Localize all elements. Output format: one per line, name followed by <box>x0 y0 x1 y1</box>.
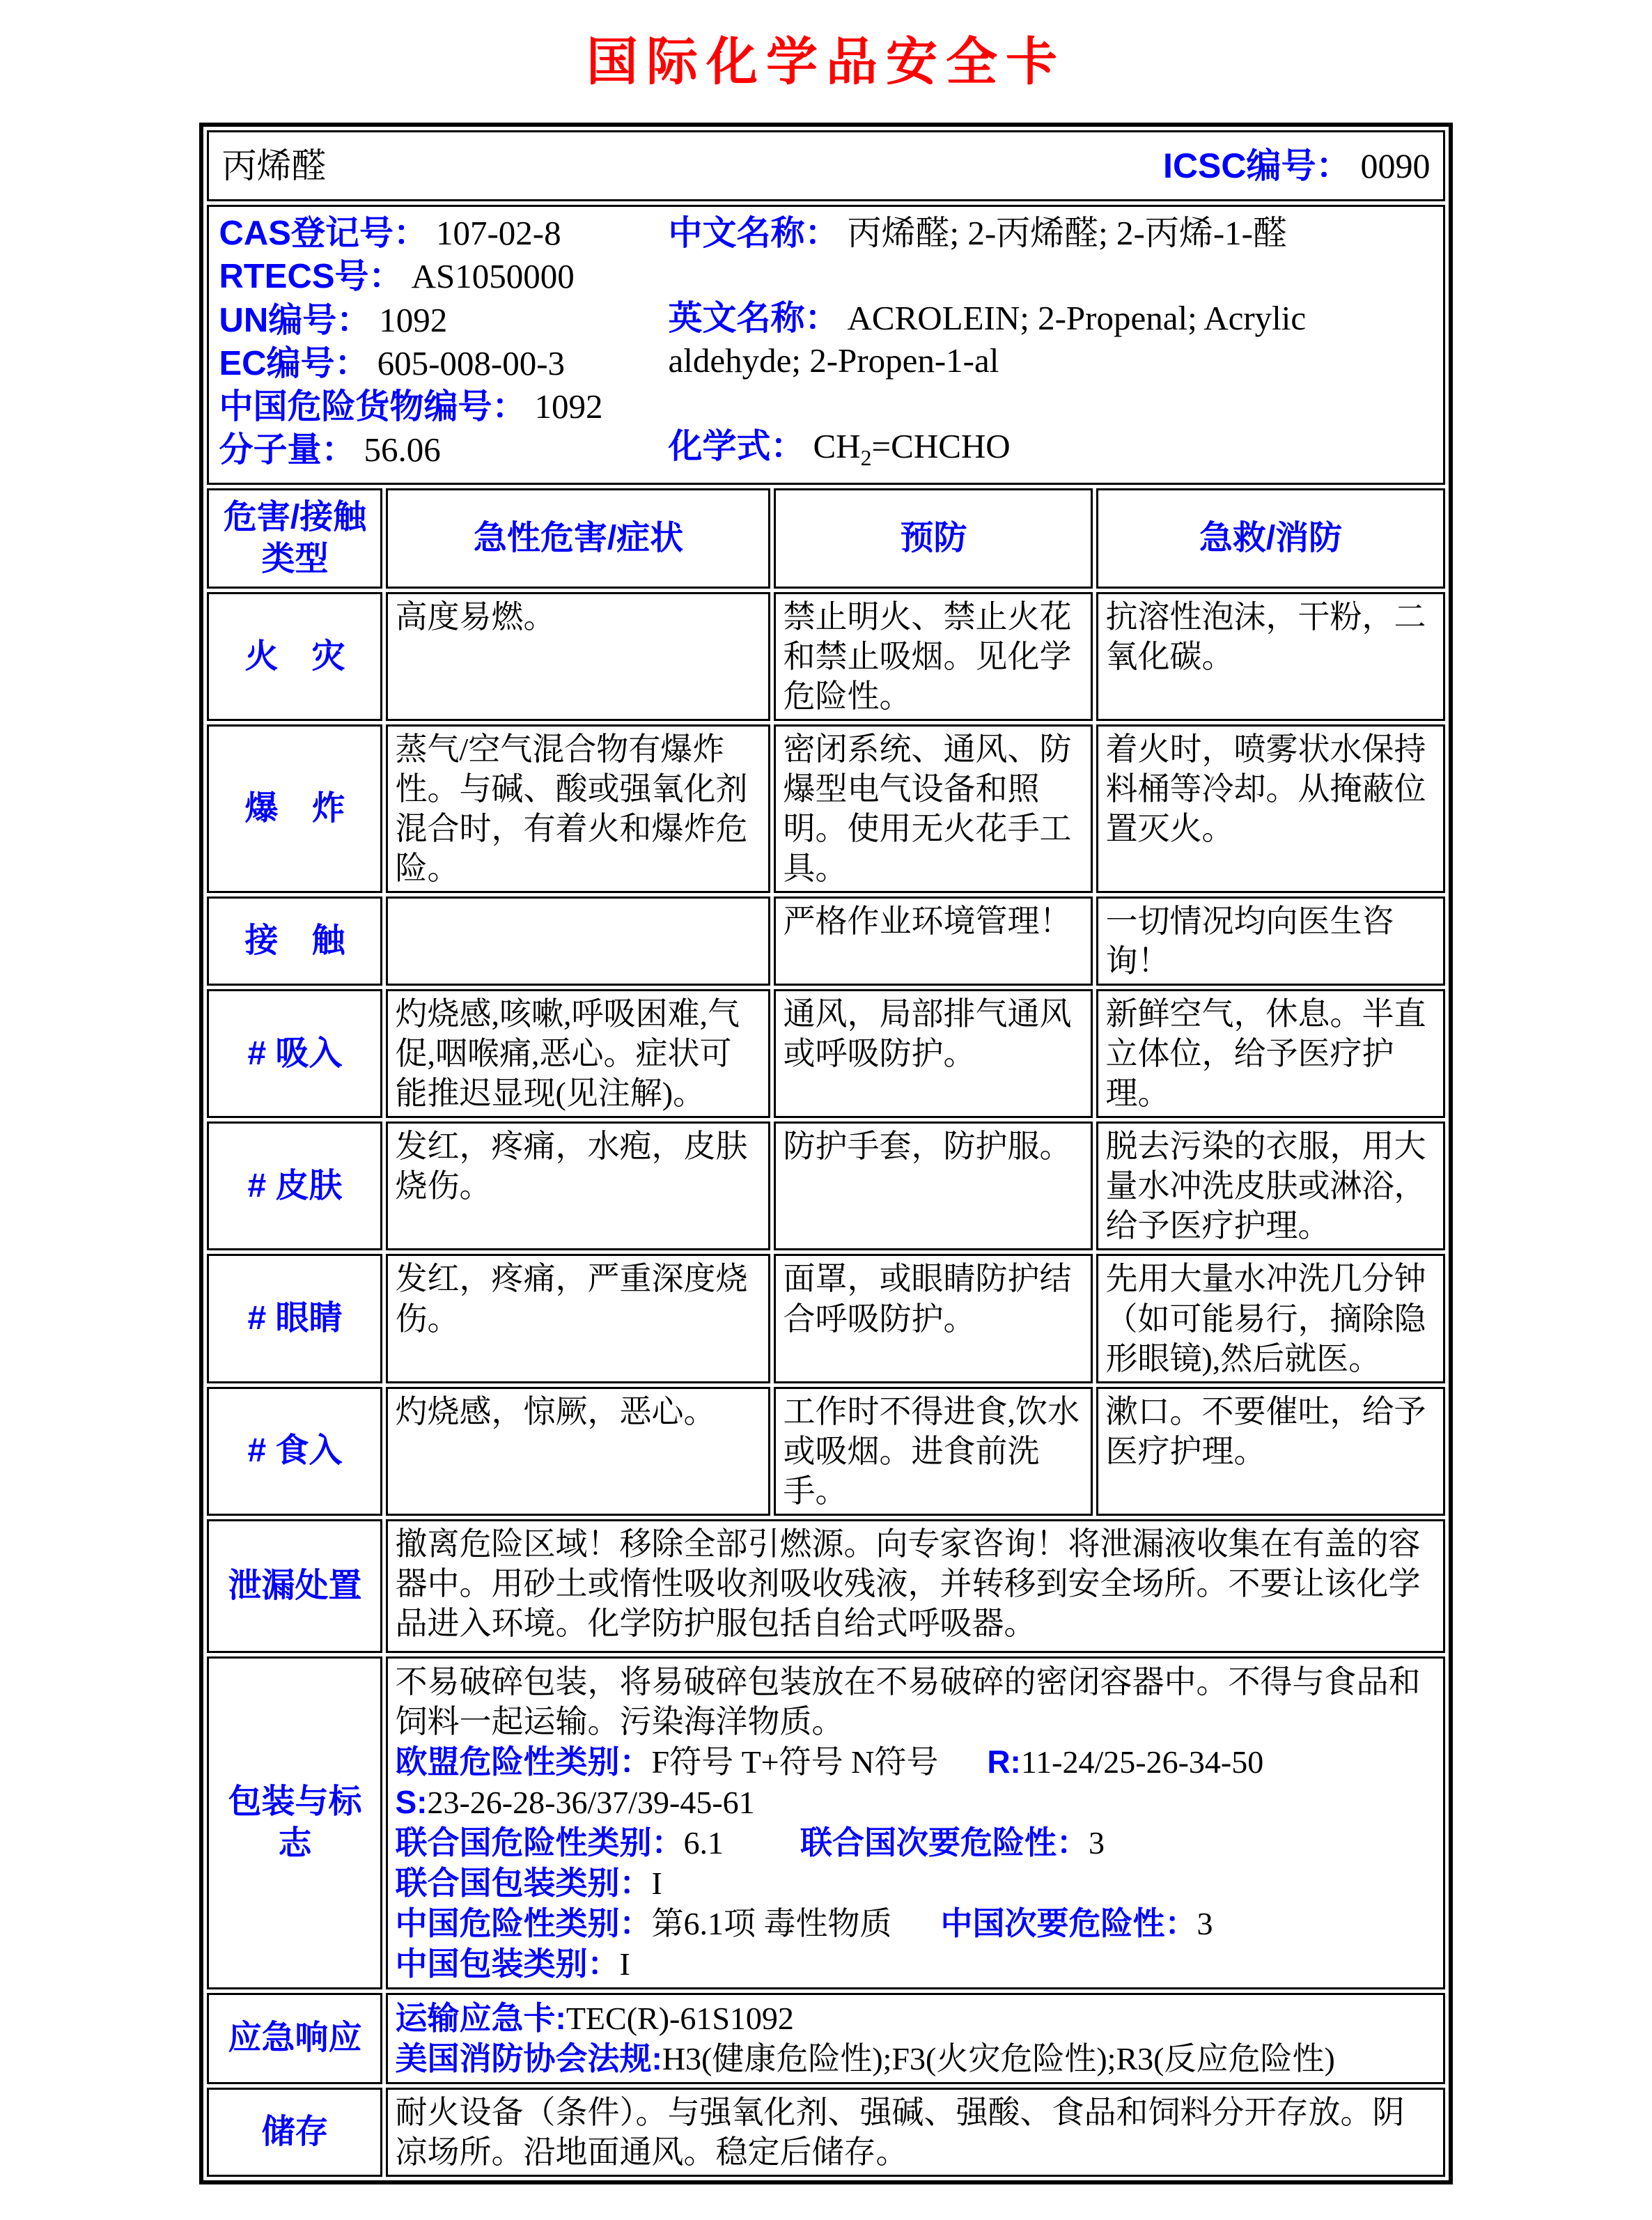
china-dg-value: 1092 <box>534 387 603 426</box>
header-prevention: 预防 <box>774 488 1093 589</box>
rtecs-value: AS1050000 <box>411 257 575 296</box>
packaging-intro: 不易破碎包装，将易破碎包装放在不易破碎的密闭容器中。不得与食品和饲料一起运输。污染海洋物质。 <box>395 1663 1421 1739</box>
english-name-value: ACROLEIN; 2-Propenal; Acrylic aldehyde; 2-Propen-1-al <box>668 299 1307 380</box>
inhalation-symptoms: 灼烧感,咳嗽,呼吸困难,气促,咽喉痛,恶心。症状可能推迟显现(见注解)。 <box>386 989 770 1118</box>
spill-disposal-text: 撤离危险区域！移除全部引燃源。向专家咨询！将泄漏液收集在有盖的容器中。用砂土或惰性吸收剂吸收残液，并转移到安全场所。不要让该化学品进入环境。化学防护服包括自给式呼吸器。 <box>386 1519 1444 1653</box>
hazard-row-ingestion <box>207 1387 1444 1516</box>
cn-subsidiary-risk-value: 3 <box>1197 1905 1213 1941</box>
identifiers-cell <box>207 205 1444 485</box>
exposure-firstaid: 一切情况均向医生咨询！ <box>1096 896 1444 986</box>
tec-card-line <box>395 1998 1435 2038</box>
hazard-row-fire <box>207 592 1444 721</box>
cn-hazard-class-label: 中国危险性类别： <box>395 1904 652 1941</box>
fire-symptoms: 高度易燃。 <box>386 592 770 721</box>
identifiers-row <box>207 205 1444 485</box>
eu-hazard-class-line <box>395 1742 1435 1782</box>
header-firstaid-firefighting: 急救/消防 <box>1096 488 1444 589</box>
un-hazard-class-label: 联合国危险性类别： <box>395 1824 684 1861</box>
nfpa-label: 美国消防协会法规: <box>395 2040 662 2077</box>
skin-prevention: 防护手套，防护服。 <box>774 1121 1093 1250</box>
skin-firstaid: 脱去污染的衣服，用大量水冲洗皮肤或淋浴，给予医疗护理。 <box>1096 1121 1444 1250</box>
ingestion-firstaid: 漱口。不要催吐，给予医疗护理。 <box>1096 1387 1444 1516</box>
ec-value: 605-008-00-3 <box>377 343 566 382</box>
china-dg-label: 中国危险货物编号： <box>219 388 527 426</box>
exposure-prevention: 严格作业环境管理！ <box>774 896 1093 986</box>
cas-value: 107-02-8 <box>435 214 561 252</box>
cas-label: CAS登记号： <box>219 215 428 252</box>
formula-line <box>668 426 1433 472</box>
page-title: 国际化学品安全卡 <box>586 33 1066 91</box>
s-phrases-value: 23-26-28-36/37/39-45-61 <box>427 1784 755 1820</box>
row-label-storage: 储存 <box>207 2088 382 2177</box>
hazard-row-explosion <box>207 724 1444 893</box>
s-phrases-line <box>395 1783 1435 1822</box>
hazard-row-inhalation <box>207 989 1444 1118</box>
fire-prevention: 禁止明火、禁止火花和禁止吸烟。见化学危险性。 <box>774 592 1093 721</box>
header-acute-symptoms: 急性危害/症状 <box>386 488 770 589</box>
icsc-number-label: ICSC编号： <box>1163 146 1351 185</box>
un-hazard-class-line <box>395 1823 1435 1863</box>
s-phrases-label: S: <box>395 1783 428 1820</box>
exposure-symptoms <box>386 896 770 986</box>
r-phrases-label: R: <box>987 1743 1021 1780</box>
card-header-row <box>207 130 1444 201</box>
eyes-firstaid: 先用大量水冲洗几分钟（如可能易行，摘除隐形眼镜),然后就医。 <box>1096 1254 1444 1383</box>
chinese-name-label: 中文名称： <box>668 215 839 252</box>
cn-hazard-class-line <box>395 1904 1435 1943</box>
hazard-row-skin <box>207 1121 1444 1250</box>
eu-hazard-class-value: F符号 T+符号 N符号 <box>651 1744 939 1780</box>
row-label-ingestion: # 食入 <box>207 1387 382 1516</box>
explosion-prevention: 密闭系统、通风、防爆型电气设备和照明。使用无火花手工具。 <box>774 724 1093 893</box>
molecular-weight-line <box>219 429 668 472</box>
cn-packing-group-value: I <box>619 1946 630 1982</box>
row-label-exposure: 接 触 <box>207 896 382 986</box>
fire-firstaid: 抗溶性泡沫，干粉，二氧化碳。 <box>1096 592 1444 721</box>
ec-label: EC编号： <box>219 344 369 382</box>
eyes-symptoms: 发红，疼痛，严重深度烧伤。 <box>386 1254 770 1383</box>
emergency-response-row <box>207 1993 1444 2084</box>
storage-text: 耐火设备（条件）。与强氧化剂、强碱、强酸、食品和饲料分开存放。阴凉场所。沿地面通风。稳定后储存。 <box>386 2088 1444 2177</box>
ingestion-prevention: 工作时不得进食,饮水或吸烟。进食前洗手。 <box>774 1387 1093 1516</box>
molecular-weight-value: 56.06 <box>364 430 441 469</box>
row-label-fire: 火 灾 <box>207 592 382 721</box>
chinese-name-value: 丙烯醛; 2-丙烯醛; 2-丙烯-1-醛 <box>847 214 1287 252</box>
row-label-emergency: 应急响应 <box>207 1993 382 2084</box>
tec-card-label: 运输应急卡: <box>395 1999 566 2036</box>
cn-subsidiary-risk-label: 中国次要危险性： <box>940 1904 1197 1941</box>
cn-hazard-class-value: 第6.1项 毒性物质 <box>651 1905 892 1941</box>
storage-row <box>207 2088 1444 2177</box>
r-phrases-value: 11-24/25-26-34-50 <box>1020 1744 1264 1780</box>
formula-label: 化学式： <box>668 427 805 465</box>
un-packing-group-value: I <box>651 1865 662 1901</box>
chinese-name-line <box>668 212 1433 255</box>
row-label-skin: # 皮肤 <box>207 1121 382 1250</box>
un-hazard-class-value: 6.1 <box>683 1824 724 1861</box>
explosion-symptoms: 蒸气/空气混合物有爆炸性。与碱、酸或强氧化剂混合时，有着火和爆炸危险。 <box>386 724 770 893</box>
hazard-row-exposure <box>207 896 1444 986</box>
nfpa-line <box>395 2039 1435 2079</box>
chemical-names-column <box>668 212 1433 472</box>
header-hazard-type: 危害/接触类型 <box>207 488 382 589</box>
tec-card-value: TEC(R)-61S1092 <box>566 2000 794 2036</box>
row-label-inhalation: # 吸入 <box>207 989 382 1118</box>
emergency-content <box>386 1993 1444 2084</box>
molecular-weight-label: 分子量： <box>219 431 356 469</box>
hazard-row-eyes <box>207 1254 1444 1383</box>
un-subsidiary-risk-label: 联合国次要危险性： <box>800 1824 1089 1861</box>
ingestion-symptoms: 灼烧感，惊厥，恶心。 <box>386 1387 770 1516</box>
icsc-number-value: 0090 <box>1360 146 1431 185</box>
un-packing-group-line <box>395 1863 1435 1903</box>
identifier-codes-column <box>219 212 668 472</box>
english-name-line <box>668 297 1433 382</box>
eu-hazard-class-label: 欧盟危险性类别： <box>395 1743 652 1780</box>
explosion-firstaid: 着火时，喷雾状水保持料桶等冷却。从掩蔽位置灭火。 <box>1096 724 1444 893</box>
nfpa-value: H3(健康危险性);F3(火灾危险性);R3(反应危险性) <box>662 2040 1335 2077</box>
un-subsidiary-risk-value: 3 <box>1088 1824 1105 1861</box>
card-header-cell <box>207 130 1444 201</box>
row-label-spill-disposal: 泄漏处置 <box>207 1519 382 1653</box>
row-label-explosion: 爆 炸 <box>207 724 382 893</box>
eyes-prevention: 面罩，或眼睛防护结合呼吸防护。 <box>774 1254 1093 1383</box>
china-dg-number-line <box>219 386 668 428</box>
icsc-number-group <box>1163 144 1430 187</box>
packaging-content <box>386 1656 1444 1989</box>
un-value: 1092 <box>379 300 448 339</box>
packaging-labelling-row <box>207 1656 1444 1989</box>
cn-packing-group-line <box>395 1944 1435 1984</box>
un-number-line <box>219 300 668 342</box>
cas-number-line <box>219 212 668 255</box>
row-label-eyes: # 眼睛 <box>207 1254 382 1383</box>
english-name-label: 英文名称： <box>668 300 839 338</box>
hazard-header-row <box>207 488 1444 589</box>
row-label-packaging: 包装与标志 <box>207 1656 382 1989</box>
icsc-card-table <box>199 123 1452 2184</box>
inhalation-firstaid: 新鲜空气，休息。半直立体位，给予医疗护理。 <box>1096 989 1444 1118</box>
rtecs-number-line <box>219 256 668 298</box>
skin-symptoms: 发红，疼痛，水疱，皮肤烧伤。 <box>386 1121 770 1250</box>
un-packing-group-label: 联合国包装类别： <box>395 1864 652 1901</box>
ec-number-line <box>219 343 668 385</box>
rtecs-label: RTECS号： <box>219 258 403 296</box>
chemical-name: 丙烯醛 <box>221 146 327 185</box>
inhalation-prevention: 通风，局部排气通风或呼吸防护。 <box>774 989 1093 1118</box>
formula-value: $CH_2=CHCHO$ <box>813 426 1011 470</box>
spill-disposal-row <box>207 1519 1444 1653</box>
cn-packing-group-label: 中国包装类别： <box>395 1945 620 1982</box>
un-label: UN编号： <box>219 301 371 339</box>
